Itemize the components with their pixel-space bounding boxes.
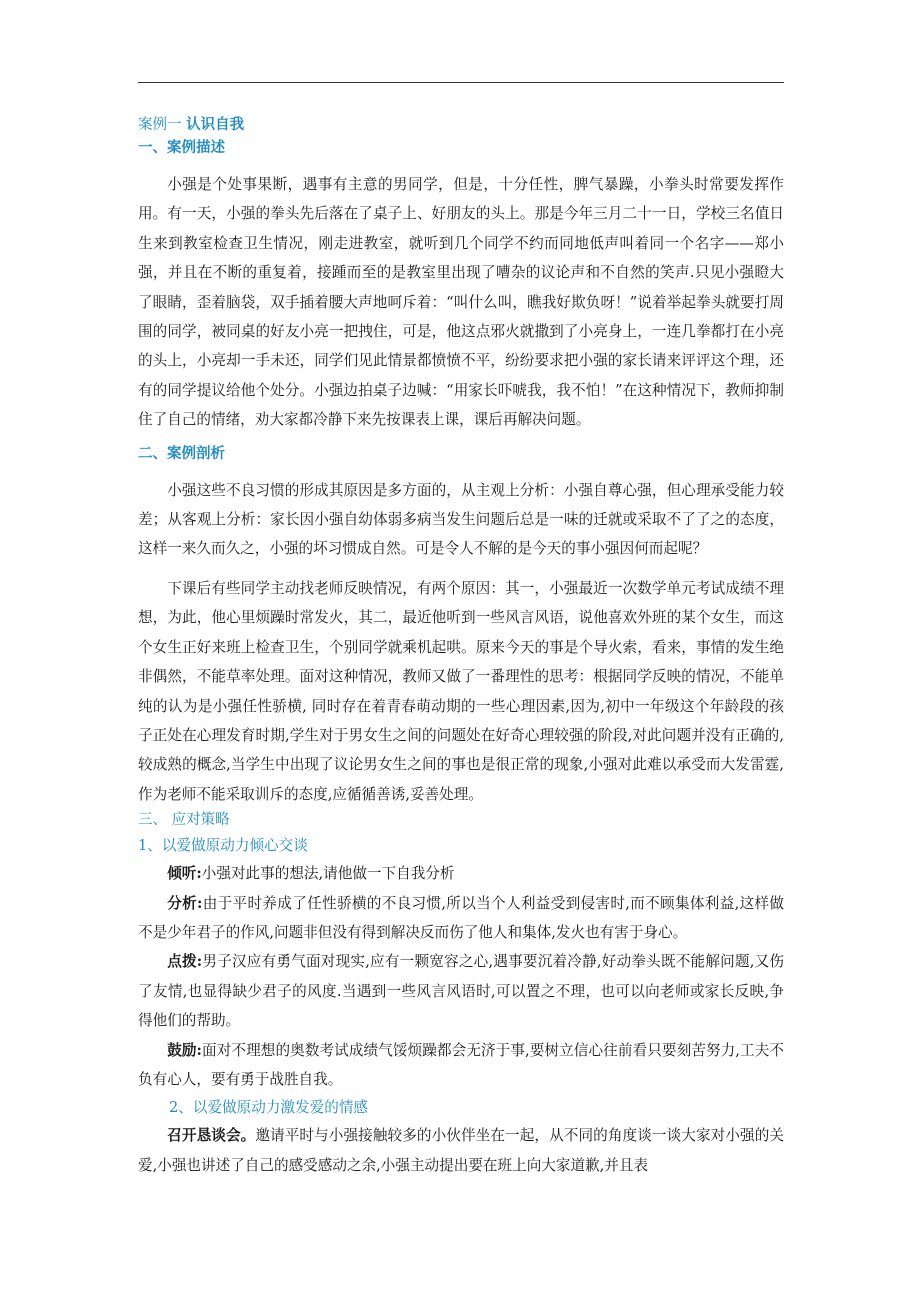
document-body xyxy=(138,113,784,1180)
strategy-item-listen xyxy=(138,859,784,888)
strategy-sub-heading-2: 2、以爱做原动力激发爱的情感 xyxy=(169,1099,369,1117)
case-title-text: 认识自我 xyxy=(186,116,245,133)
case-description-paragraph: 小强是个处事果断，遇事有主意的男同学，但是，十分任性，脾气暴躁，小拳头时常要发挥作用。有一天，小强的拳头先后落在了桌子上、好朋友的头上。那是今年三月二十一日，学校三名值日生来到教室检查卫生情况，刚走进教室，就听到几个同学不约而同地低声叫着同一个名字——郑小强，并且在不断的重复着，接踵而至的是教室里出现了嘈杂的议论声和不自然的笑声.只见小强瞪大了眼睛，歪着脑袋，双手插着腰大声地呵斥着：“叫什么叫，瞧我好欺负呀！”说着举起拳头就要打周围的同学，被同桌的好友小亮一把拽住，可是，他这点邪火就撒到了小亮身上，一连几拳都打在小亮的头上，小亮却一手未还，同学们见此情景都愤愤不平，纷纷要求把小强的家长请来评评这个理，还有的同学提议给他个处分。小强边拍桌子边喊：“用家长吓唬我，我不怕！”在这种情况下，教师抑制住了自己的情绪，劝大家都冷静下来先按课表上课，课后再解决问题。 xyxy=(138,176,784,429)
analysis-paragraph-2: 下课后有些同学主动找老师反映情况，有两个原因：其一，小强最近一次数学单元考试成绩不理想，为此，他心里烦躁时常发火，其二，最近他听到一些风言风语，说他喜欢外班的某个女生，而这个女生正好来班上检查卫生，个别同学就乘机起哄。原来今天的事是个导火索，看来，事情的发生绝非偶然，不能草率处理。面对这种情况，教师又做了一番理性的思考：根据同学反映的情况，不能单纯的认为是小强任性骄横, 同时存在着青春萌动期的一些心理因素,因为,初中一年级这个年龄段的孩子正处在心理发育时期,学生对于男女生之间的问题处在好奇心理较强的阶段,对此问题并没有正确的,较成熟的概念,当学生中出现了议论男女生之间的事也是很正常的现象,小强对此难以承受而大发雷霆,作为老师不能采取训斥的态度,应循循善诱,妥善处理。 xyxy=(138,579,784,803)
item-lead: 鼓励: xyxy=(167,1041,202,1059)
item-text: 邀请平时与小强接触较多的小伙伴坐在一起，从不同的角度谈一谈大家对小强的关爱,小强也讲述了自己的感受感动之余,小强主动提出要在班上向大家道歉,并且表 xyxy=(138,1127,784,1174)
strategy-item-encourage xyxy=(138,1036,784,1095)
section-heading-strategy: 三、 应对策略 xyxy=(138,812,230,829)
item-text: 男子汉应有勇气面对现实,应有一颗宽容之心,遇事要沉着冷静,好动拳头既不能解问题,又伤了友情,也显得缺少君子的风度.当遇到一些风言风语时,可以置之不理，也可以向老师或家长反映,争得他们的帮助。 xyxy=(138,953,785,1030)
case-title xyxy=(138,113,784,136)
item-text: 小强对此事的想法,请他做一下自我分析 xyxy=(201,865,455,883)
strategy-item-meeting xyxy=(138,1121,784,1180)
item-text: 由于平时养成了任性骄横的不良习惯,所以当个人利益受到侵害时,而不顾集体利益,这样做不是少年君子的作风,问题非但没有得到解决反而伤了他人和集体,发火也有害于身心。 xyxy=(138,894,784,941)
item-lead: 召开恳谈会。 xyxy=(167,1127,256,1145)
item-lead: 倾听: xyxy=(167,865,202,883)
item-lead: 点拨: xyxy=(167,953,203,971)
item-text: 面对不理想的奥数考试成绩气馁烦躁都会无济于事,要树立信心往前看只要刻苦努力,工夫不负有心人，要有勇于战胜自我。 xyxy=(138,1041,784,1088)
strategy-item-analyze xyxy=(138,889,784,948)
strategy-item-guide xyxy=(138,947,784,1035)
section-heading-analysis: 二、案例剖析 xyxy=(138,444,225,462)
strategy-sub-heading-1: 1、以爱做原动力倾心交谈 xyxy=(138,837,308,855)
item-lead: 分析: xyxy=(167,894,203,912)
analysis-paragraph-1: 小强这些不良习惯的形成其原因是多方面的，从主观上分析：小强自尊心强，但心理承受能力较差；从客观上分析：家长因小强自幼体弱多病当发生问题后总是一味的迁就或采取不了了之的态度，这样一来久而久之，小强的坏习惯成自然。可是令人不解的是今天的事小强因何而起呢？ xyxy=(138,481,784,558)
case-title-prefix: 案例一 xyxy=(138,117,182,133)
section-heading-description: 一、案例描述 xyxy=(138,139,225,156)
header-rule xyxy=(138,82,784,83)
